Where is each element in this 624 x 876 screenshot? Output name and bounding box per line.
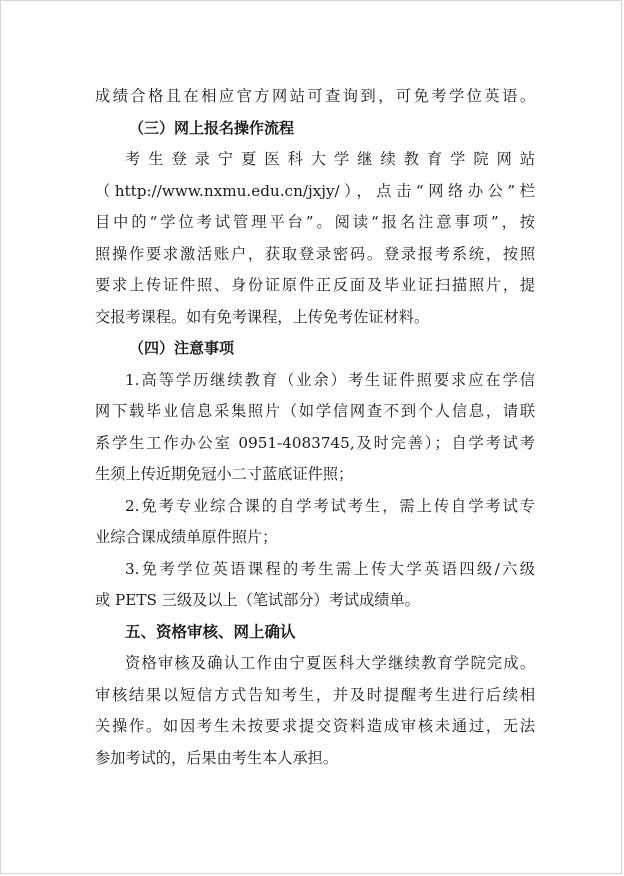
paragraph-line: 审核结果以短信方式告知考生，并及时提醒考生进行后续相 bbox=[95, 685, 535, 704]
paragraph-line: 关操作。如因考生未按要求提交资料造成审核未通过，无法 bbox=[95, 717, 535, 735]
section-heading-online-registration: （三）网上报名操作流程 bbox=[129, 118, 295, 137]
paragraph-line: 交报考课程。如有免考课程，上传免考佐证材料。 bbox=[95, 307, 430, 326]
list-item-line: 2.免考专业综合课的自学考试考生，需上传自学考试专 bbox=[125, 496, 535, 515]
paragraph-line: （http://www.nxmu.edu.cn/jxjy/），点击“网络办公”栏 bbox=[95, 181, 535, 200]
list-item-line: 业综合课成绩单原件照片； bbox=[95, 528, 278, 546]
paragraph-line: 目中的“学位考试管理平台”。阅读“报名注意事项”，按 bbox=[95, 213, 535, 231]
section-heading-notes: （四）注意事项 bbox=[129, 339, 235, 357]
list-item-line: 或 PETS 三级及以上（笔试部分）考试成绩单。 bbox=[95, 591, 420, 609]
list-item-line: 网下载毕业信息采集照片（如学信网查不到个人信息，请联 bbox=[95, 402, 535, 420]
document-body bbox=[95, 81, 535, 774]
paragraph-line: 考生登录宁夏医科大学继续教育学院网站 bbox=[125, 150, 535, 168]
paragraph-line: 参加考试的，后果由考生本人承担。 bbox=[95, 748, 338, 767]
list-item-line: 1.高等学历继续教育（业余）考生证件照要求应在学信 bbox=[125, 370, 535, 389]
list-item-line: 系学生工作办公室 0951-4083745,及时完善）；自学考试考 bbox=[95, 433, 535, 452]
paragraph-line: 照操作要求激活账户，获取登录密码。登录报考系统，按照 bbox=[95, 244, 535, 263]
list-item-line: 3.免考学位英语课程的考生需上传大学英语四级/六级 bbox=[125, 559, 535, 578]
list-item-line: 生须上传近期免冠小二寸蓝底证件照； bbox=[95, 465, 354, 483]
section-heading-qualification-review: 五、资格审核、网上确认 bbox=[125, 622, 296, 641]
paragraph-line: 要求上传证件照、身份证原件正反面及毕业证扫描照片，提 bbox=[95, 276, 535, 294]
paragraph-line: 成绩合格且在相应官方网站可查询到，可免考学位英语。 bbox=[95, 87, 535, 105]
paragraph-line: 资格审核及确认工作由宁夏医科大学继续教育学院完成。 bbox=[125, 654, 535, 672]
